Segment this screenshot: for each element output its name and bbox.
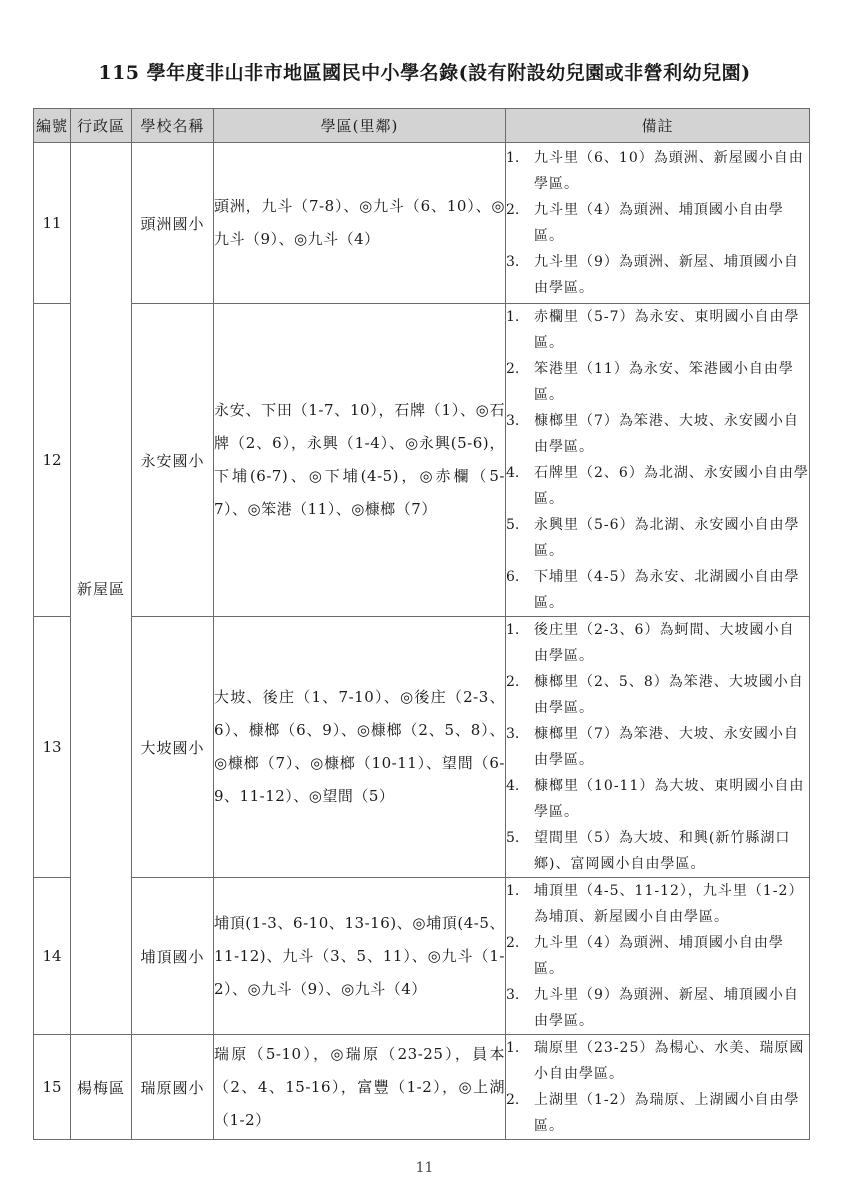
note-item (506, 512, 809, 564)
school-directory-table (33, 108, 810, 1140)
note-text: 九斗里（9）為頭洲、新屋、埔頂國小自由學區。 (534, 987, 799, 1029)
note-number: 1. (506, 1040, 520, 1056)
note-number: 3. (506, 413, 520, 429)
note-text: 埔頂里（4-5、11-12），九斗里（1-2）為埔頂、新屋國小自由學區。 (534, 883, 804, 925)
note-item (506, 197, 809, 249)
note-text: 九斗里（4）為頭洲、埔頂國小自由學區。 (534, 202, 784, 244)
note-number: 2. (506, 1092, 520, 1108)
note-text: 後庄里（2-3、6）為蚵間、大坡國小自由學區。 (534, 622, 795, 664)
note-text: 永興里（5-6）為北湖、永安國小自由學區。 (534, 517, 800, 559)
note-item (506, 773, 809, 825)
note-number: 1. (506, 883, 520, 899)
table-row (34, 304, 810, 617)
notes-cell (506, 1035, 810, 1140)
row-id-cell: 11 (34, 143, 71, 304)
notes-cell (506, 878, 810, 1035)
note-text: 望間里（5）為大坡、和興(新竹縣湖口鄉)、富岡國小自由學區。 (534, 830, 791, 872)
page-number: 11 (415, 1160, 434, 1176)
note-number: 5. (506, 517, 520, 533)
row-id-cell: 14 (34, 878, 71, 1035)
note-number: 3. (506, 987, 520, 1003)
note-item (506, 669, 809, 721)
school-area-cell: 大坡、後庄（1、7-10）、◎後庄（2-3、6）、槺榔（6、9）、◎槺榔（2、5、8）、◎槺榔（7）、◎槺榔（10-11）、望間（6-9、11-12）、◎望間（5） (214, 617, 506, 878)
column-header-2: 學校名稱 (132, 109, 214, 143)
note-number: 1. (506, 150, 520, 166)
note-text: 下埔里（4-5）為永安、北湖國小自由學區。 (534, 569, 800, 611)
note-item (506, 1035, 809, 1087)
note-text: 槺榔里（10-11）為大坡、東明國小自由學區。 (534, 778, 805, 820)
note-number: 6. (506, 569, 520, 585)
school-area-cell: 永安、下田（1-7、10），石牌（1）、◎石牌（2、6），永興（1-4）、◎永興(5-6)，下埔(6-7)、◎下埔(4-5)，◎赤欄（5-7）、◎笨港（11）、◎槺榔（7） (214, 304, 506, 617)
school-area-cell: 埔頂(1-3、6-10、13-16)、◎埔頂(4-5、11-12)、九斗（3、5、11）、◎九斗（1-2）、◎九斗（9）、◎九斗（4） (214, 878, 506, 1035)
note-number: 5. (506, 830, 520, 846)
note-number: 2. (506, 674, 520, 690)
row-id-cell: 13 (34, 617, 71, 878)
note-item (506, 249, 809, 301)
school-name-cell: 永安國小 (132, 304, 214, 617)
note-number: 3. (506, 254, 520, 270)
note-number: 3. (506, 726, 520, 742)
school-name-cell: 埔頂國小 (132, 878, 214, 1035)
note-item (506, 408, 809, 460)
note-number: 4. (506, 465, 520, 481)
district-cell: 楊梅區 (71, 1035, 132, 1140)
note-item (506, 982, 809, 1034)
page-title: 115 學年度非山非市地區國民中小學名錄(設有附設幼兒園或非營利幼兒園) (98, 62, 751, 84)
note-text: 槺榔里（7）為笨港、大坡、永安國小自由學區。 (534, 726, 799, 768)
note-number: 1. (506, 622, 520, 638)
note-text: 瑞原里（23-25）為楊心、水美、瑞原國小自由學區。 (534, 1040, 805, 1082)
note-item (506, 825, 809, 877)
table-row (34, 1035, 810, 1140)
row-id-cell: 12 (34, 304, 71, 617)
note-item (506, 356, 809, 408)
note-text: 九斗里（4）為頭洲、埔頂國小自由學區。 (534, 935, 784, 977)
school-name-cell: 頭洲國小 (132, 143, 214, 304)
row-id-cell: 15 (34, 1035, 71, 1140)
note-text: 槺榔里（2、5、8）為笨港、大坡國小自由學區。 (534, 674, 804, 716)
note-item (506, 564, 809, 616)
school-name-cell: 大坡國小 (132, 617, 214, 878)
note-item (506, 460, 809, 512)
note-item (506, 1087, 809, 1139)
note-number: 2. (506, 202, 520, 218)
school-name-cell: 瑞原國小 (132, 1035, 214, 1140)
column-header-1: 行政區 (71, 109, 132, 143)
note-number: 2. (506, 361, 520, 377)
note-text: 笨港里（11）為永安、笨港國小自由學區。 (534, 361, 794, 403)
table-row (34, 143, 810, 304)
note-item (506, 617, 809, 669)
note-item (506, 145, 809, 197)
column-header-4: 備註 (506, 109, 810, 143)
column-header-3: 學區(里鄰) (214, 109, 506, 143)
school-area-cell: 瑞原（5-10），◎瑞原（23-25），員本（2、4、15-16），富豐（1-2），◎上湖（1-2） (214, 1035, 506, 1140)
table-row (34, 617, 810, 878)
notes-cell (506, 143, 810, 304)
table-row (34, 878, 810, 1035)
note-number: 1. (506, 309, 520, 325)
note-text: 九斗里（6、10）為頭洲、新屋國小自由學區。 (534, 150, 804, 192)
school-area-cell: 頭洲，九斗（7-8）、◎九斗（6、10）、◎九斗（9）、◎九斗（4） (214, 143, 506, 304)
notes-cell (506, 304, 810, 617)
note-text: 上湖里（1-2）為瑞原、上湖國小自由學區。 (534, 1092, 800, 1134)
district-cell: 新屋區 (71, 143, 132, 1035)
note-text: 石牌里（2、6）為北湖、永安國小自由學區。 (534, 465, 809, 507)
table-header-row (34, 109, 810, 143)
note-number: 2. (506, 935, 520, 951)
note-item (506, 930, 809, 982)
note-number: 4. (506, 778, 520, 794)
notes-cell (506, 617, 810, 878)
note-text: 赤欄里（5-7）為永安、東明國小自由學區。 (534, 309, 800, 351)
column-header-0: 編號 (34, 109, 71, 143)
note-text: 九斗里（9）為頭洲、新屋、埔頂國小自由學區。 (534, 254, 799, 296)
note-text: 槺榔里（7）為笨港、大坡、永安國小自由學區。 (534, 413, 799, 455)
note-item (506, 878, 809, 930)
note-item (506, 304, 809, 356)
note-item (506, 721, 809, 773)
